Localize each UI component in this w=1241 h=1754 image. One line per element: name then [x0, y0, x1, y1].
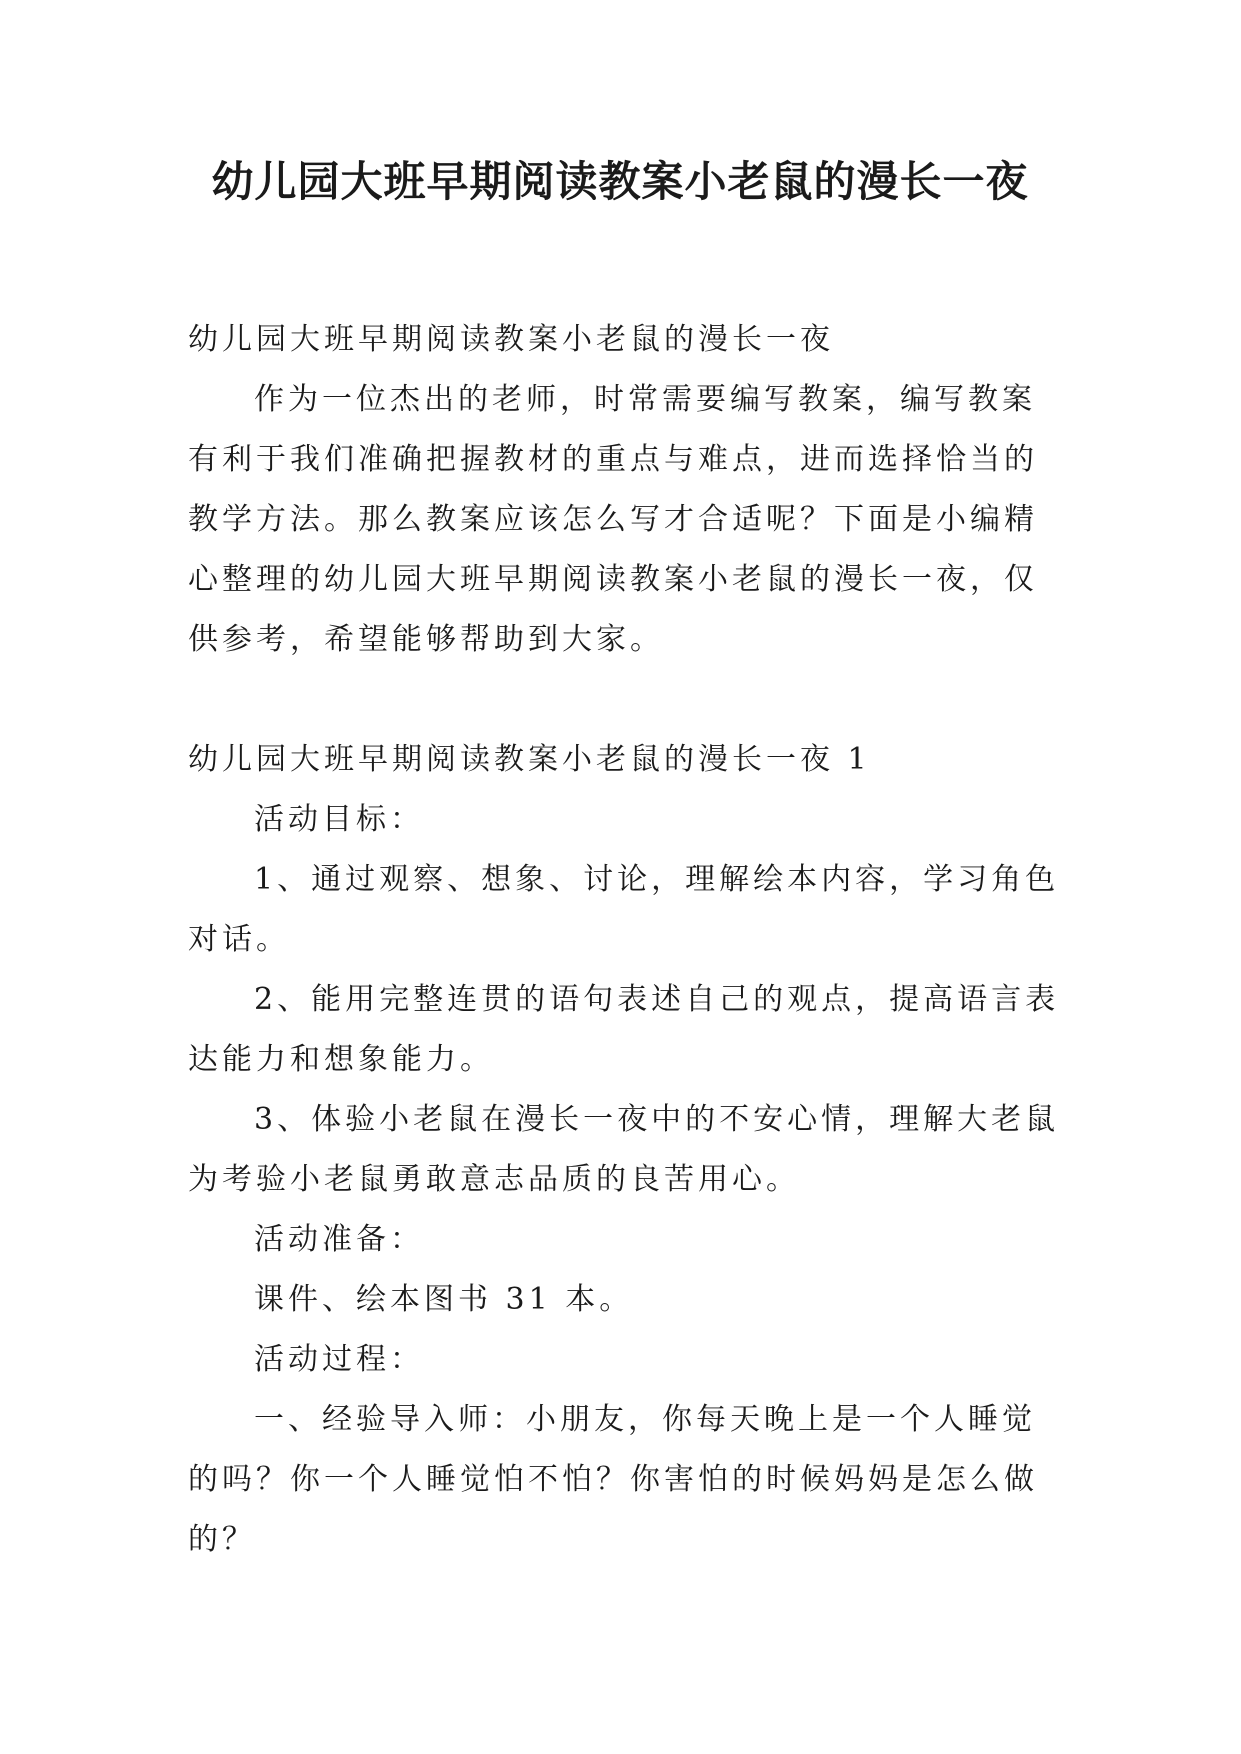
- goal-item: 3、体验小老鼠在漫长一夜中的不安心情，理解大老鼠为考验小老鼠勇敢意志品质的良苦用心。: [188, 1102, 1060, 1197]
- prep-label: 活动准备：: [254, 1222, 424, 1257]
- prep-text: 课件、绘本图书 31 本。: [254, 1282, 634, 1317]
- goals-label: 活动目标：: [254, 802, 424, 837]
- goal-item: 1、通过观察、想象、讨论，理解绘本内容，学习角色对话。: [188, 862, 1060, 957]
- process-label: 活动过程：: [254, 1342, 424, 1377]
- section-heading: 幼儿园大班早期阅读教案小老鼠的漫长一夜: [188, 322, 834, 357]
- intro-section: [188, 310, 1060, 670]
- process-step: 一、经验导入师：小朋友，你每天晚上是一个人睡觉的吗？你一个人睡觉怕不怕？你害怕的时候妈妈是怎么做的？: [188, 1402, 1038, 1557]
- intro-paragraph: 作为一位杰出的老师，时常需要编写教案，编写教案有利于我们准确把握教材的重点与难点，进而选择恰当的教学方法。那么教案应该怎么写才合适呢？下面是小编精心整理的幼儿园大班早期阅读教案小老鼠的漫长一夜，仅供参考，希望能够帮助到大家。: [188, 382, 1038, 657]
- document-title: 幼儿园大班早期阅读教案小老鼠的漫长一夜: [211, 157, 1029, 206]
- lesson-section: [188, 730, 1060, 1570]
- section-heading: 幼儿园大班早期阅读教案小老鼠的漫长一夜 1: [188, 742, 871, 777]
- goal-item: 2、能用完整连贯的语句表述自己的观点，提高语言表达能力和想象能力。: [188, 982, 1060, 1077]
